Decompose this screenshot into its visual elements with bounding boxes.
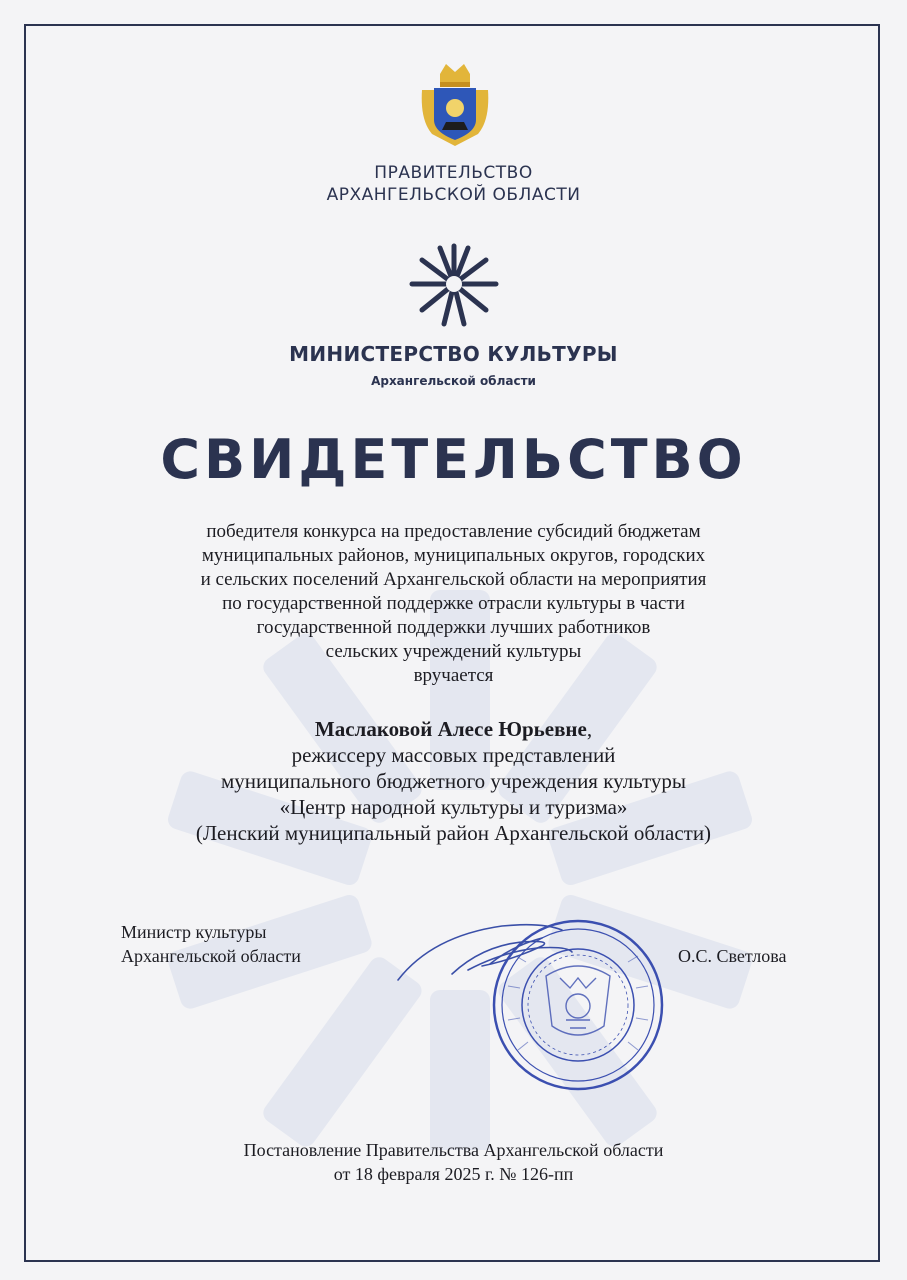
decree-line2: от 18 февраля 2025 г. № 126-пп [333,1164,574,1184]
recipient-line: муниципального бюджетного учреждения культуры [221,769,686,793]
snowflake-burst-icon [404,238,504,330]
recipient-line: (Ленский муниципальный район Архангельской области) [195,821,712,845]
recipient-name-suffix: , [586,717,593,741]
recipient-name: Маслаковой Алесе Юрьевне [314,717,587,741]
recipient-name-line [0,716,907,742]
body-line: муниципальных районов, муниципальных округов, городских [201,545,706,566]
body-line: вручается [413,665,494,686]
body-line: победителя конкурса на предоставление субсидий бюджетам [206,521,701,542]
document-title: СВИДЕТЕЛЬСТВО [160,428,747,491]
signer-position [121,920,301,968]
signature-scribble [392,916,582,986]
decree-reference [0,1138,907,1186]
recipient-block [0,716,907,846]
recipient-line: режиссеру массовых представлений [291,743,616,767]
coat-of-arms-icon [410,60,500,150]
signer-position-line1: Министр культуры [121,922,267,942]
government-title-line2: АРХАНГЕЛЬСКОЙ ОБЛАСТИ [326,185,581,205]
ministry-name: МИНИСТЕРСТВО КУЛЬТУРЫ [289,342,618,366]
signer-name: О.С. Светлова [678,946,787,966]
body-line: по государственной поддержке отрасли культуры в части [222,593,685,614]
government-title-line1: ПРАВИТЕЛЬСТВО [374,163,533,183]
certificate-body [0,520,907,688]
body-line: сельских учреждений культуры [325,641,582,662]
body-line: государственной поддержки лучших работников [256,617,651,638]
decree-line1: Постановление Правительства Архангельской области [243,1140,664,1160]
ministry-region: Архангельской области [371,374,536,388]
signer-position-line2: Архангельской области [121,946,301,966]
body-line: и сельских поселений Архангельской области на мероприятия [200,569,707,590]
recipient-line: «Центр народной культуры и туризма» [279,795,628,819]
